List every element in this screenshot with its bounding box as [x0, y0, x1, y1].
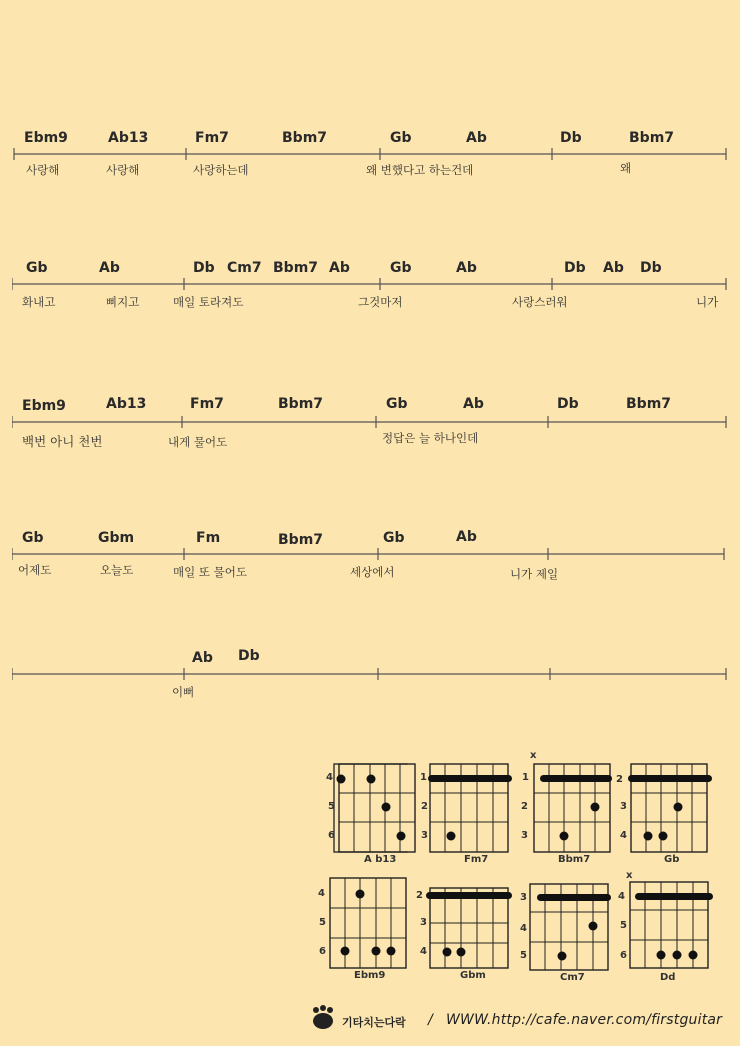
chord: Fm7: [190, 396, 224, 412]
chord-diagram-name: Bbm7: [558, 854, 591, 865]
chord: Gbm: [98, 530, 135, 546]
fret-number: 3: [420, 917, 427, 928]
lyric: 사랑해: [106, 163, 140, 177]
chord: Bbm7: [626, 396, 672, 412]
footer-separator: /: [428, 1012, 433, 1028]
fret-number: 2: [521, 801, 528, 812]
chord: Db: [238, 648, 260, 664]
lyric: 세상에서: [350, 565, 395, 579]
fret-number: 5: [319, 917, 326, 928]
lyric: 니가 제일: [510, 567, 559, 581]
fret-number: 4: [620, 830, 627, 841]
chord-diagram-name: Gbm: [460, 970, 486, 981]
lyric: 내게 물어도: [168, 435, 228, 449]
chord-diagram-name: Dd: [660, 972, 676, 983]
chord: Gb: [26, 260, 48, 276]
chord: Gb: [390, 130, 412, 146]
chord: Gb: [386, 396, 408, 412]
lyric: 그것마저: [358, 295, 403, 309]
diagram-ebm9: [330, 878, 406, 968]
chord: Db: [640, 260, 662, 276]
chord: Ebm9: [22, 398, 66, 414]
fret-number: 2: [616, 774, 623, 785]
lyric: 사랑스러워: [512, 295, 568, 309]
cat-paw-logo-icon: [308, 1004, 338, 1034]
chord: Ebm9: [24, 130, 68, 146]
fret-number: 3: [520, 892, 527, 903]
diagram-ab13: [337, 764, 416, 852]
fret-number: 5: [328, 801, 335, 812]
fret-number: 3: [421, 830, 428, 841]
chord: Bbm7: [278, 532, 324, 548]
fret-number: 4: [520, 923, 527, 934]
chord: Ab: [463, 396, 484, 412]
lyric: 어제도: [18, 563, 52, 577]
chord: Gb: [383, 530, 405, 546]
fret-number: 4: [420, 946, 427, 957]
fret-number: 1: [420, 772, 427, 783]
fret-number: 5: [620, 920, 627, 931]
chord: Fm: [196, 530, 221, 546]
brand-name: 기타치는다락: [342, 1016, 406, 1029]
chord: Ab13: [106, 396, 147, 412]
chord: Ab13: [108, 130, 149, 146]
chord: Db: [560, 130, 582, 146]
chord-diagram-name: Gb: [664, 854, 680, 865]
fret-number: 3: [521, 830, 528, 841]
fret-number: 4: [326, 772, 333, 783]
chord-diagram-name: Ebm9: [354, 970, 386, 981]
lyric: 매일 또 물어도: [173, 565, 247, 579]
lyric: 매일 토라져도: [173, 295, 244, 309]
diagram-gb: [628, 764, 712, 852]
chord: Ab: [329, 260, 350, 276]
chord-row-3: [0, 396, 740, 486]
cafe-url-link[interactable]: WWW.http://cafe.naver.com/firstguitar: [446, 1012, 723, 1028]
lyric: 백번 아니 천번: [22, 434, 103, 449]
footer: [308, 1004, 740, 1034]
chord: Ab: [456, 529, 477, 545]
fret-number: 6: [319, 946, 326, 957]
lyric: 왜 변했다고 하는건데: [366, 163, 474, 177]
chord: Db: [564, 260, 586, 276]
lyric: 사랑해: [26, 163, 60, 177]
fret-number: 2: [416, 890, 423, 901]
chord: Ab: [99, 260, 120, 276]
diagram-gbm: [426, 888, 512, 968]
chord: Ab: [456, 260, 477, 276]
chord: Bbm7: [629, 130, 675, 146]
fret-number: 2: [421, 801, 428, 812]
diagram-dd: [630, 882, 713, 968]
muted-string-marker: x: [530, 750, 537, 761]
chord-diagram-name: Cm7: [560, 972, 585, 983]
chord-row-5: [0, 648, 740, 738]
chord-row-1: [0, 128, 740, 218]
chord-diagram-name: A b13: [364, 854, 397, 865]
chord-row-4: [0, 528, 740, 618]
chord: Fm7: [195, 130, 229, 146]
diagram-bbm7: [534, 764, 612, 852]
diagram-cm7: [530, 884, 611, 970]
chord-diagram-name: Fm7: [464, 854, 489, 865]
lyric: 정답은 늘 하나인데: [382, 431, 479, 445]
lyric: 삐지고: [106, 295, 140, 309]
chord: Db: [557, 396, 579, 412]
chord: Ab: [466, 130, 487, 146]
chord: Db: [193, 260, 215, 276]
fret-number: 1: [522, 772, 529, 783]
fret-number: 5: [520, 950, 527, 961]
chord: Ab: [192, 650, 213, 666]
lyric: 화내고: [22, 295, 56, 309]
chord: Bbm7: [278, 396, 324, 412]
chord: Gb: [390, 260, 412, 276]
fret-number: 3: [620, 801, 627, 812]
fret-number: 6: [328, 830, 335, 841]
fret-number: 4: [618, 891, 625, 902]
chord: Bbm7: [273, 260, 319, 276]
lyric: 사랑하는데: [193, 163, 249, 177]
chord: Gb: [22, 530, 44, 546]
staff-line: [12, 648, 728, 688]
fret-number: 4: [318, 888, 325, 899]
lyric: 왜: [620, 161, 632, 175]
muted-string-marker: x: [626, 870, 633, 881]
chord: Cm7: [227, 260, 262, 276]
diagram-fm7: [428, 764, 512, 852]
fret-number: 6: [620, 950, 627, 961]
chord: Bbm7: [282, 130, 328, 146]
lyric: 오늘도: [100, 563, 134, 577]
lyric: 이뻐: [172, 685, 195, 699]
chord: Ab: [603, 260, 624, 276]
lyric: 니가: [696, 295, 719, 309]
chord-row-2: [0, 258, 740, 348]
